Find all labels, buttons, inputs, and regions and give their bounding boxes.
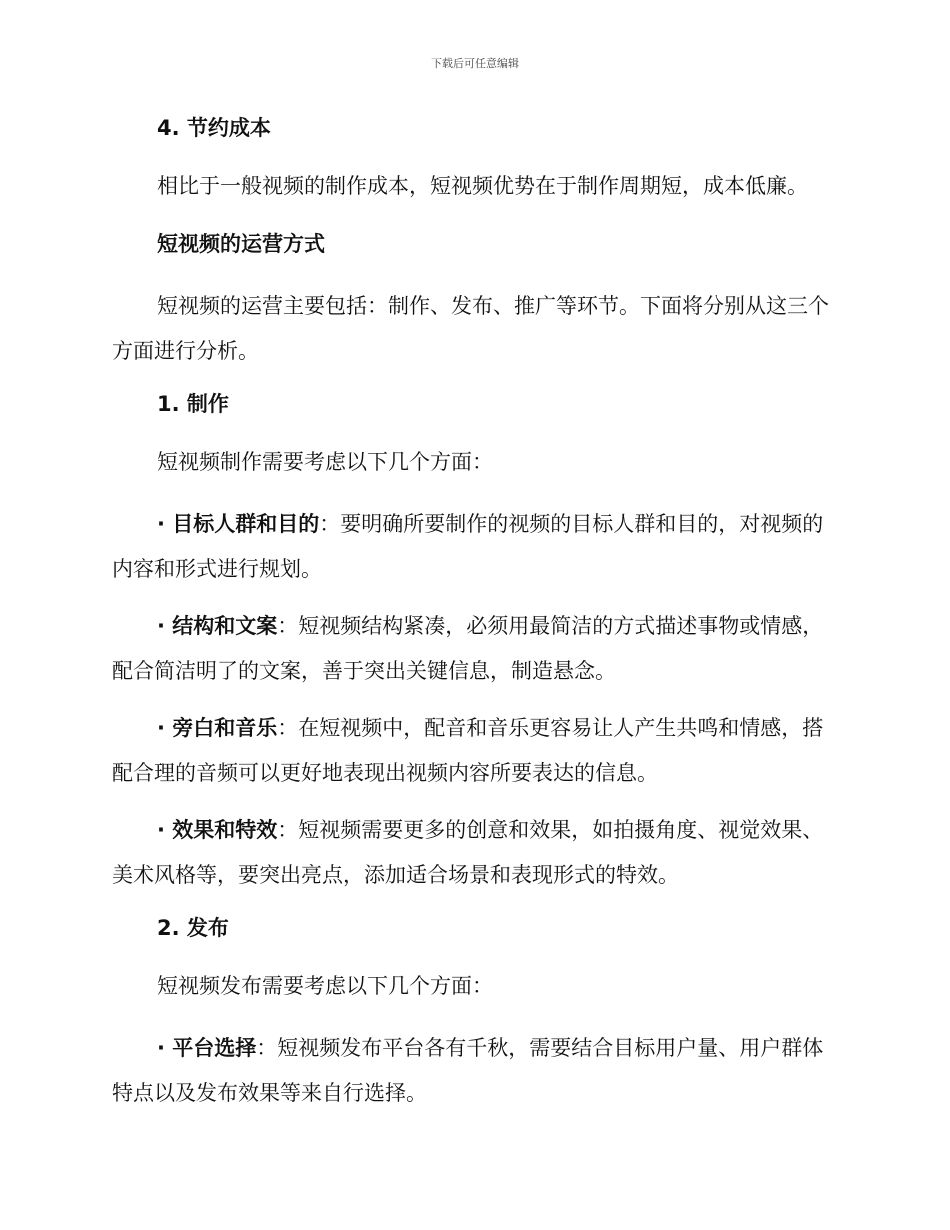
bullet-text: ：在短视频中，配音和音乐更容易让人产生共鸣和情感，搭配合理的音频可以更好地表现出视频内容所要表达的信息。 [112,716,824,785]
paragraph-publish-intro: 短视频发布需要考虑以下几个方面： [157,974,493,998]
bullet-target-audience [112,502,836,592]
paragraph-save-cost: 相比于一般视频的制作成本，短视频优势在于制作周期短，成本低廉。 [157,174,808,198]
bullet-text: ：要明确所要制作的视频的目标人群和目的，对视频的内容和形式进行规划。 [112,512,824,581]
bullet-structure-copy [112,604,836,694]
bullet-platform-choice [112,1026,836,1116]
paragraph-production-intro: 短视频制作需要考虑以下几个方面： [157,450,493,474]
paragraph-operation-methods: 短视频的运营主要包括：制作、发布、推广等环节。下面将分别从这三个方面进行分析。 [112,294,829,363]
bullet-title: · 效果和特效 [157,818,278,842]
page-header: 下载后可任意编辑 [431,57,519,70]
bullet-title: · 旁白和音乐 [157,716,278,740]
heading-save-cost: 4. 节约成本 [157,116,271,140]
heading-publish: 2. 发布 [157,916,229,940]
bullet-text: ：短视频结构紧凑，必须用最简洁的方式描述事物或情感，配合简洁明了的文案，善于突出关键信息，制造悬念。 [112,614,824,683]
bullet-narration-music [112,706,836,796]
bullet-title: · 平台选择 [157,1036,257,1060]
heading-production: 1. 制作 [157,392,229,416]
bullet-title: · 目标人群和目的 [157,512,320,536]
bullet-effects [112,808,836,898]
heading-operation-methods: 短视频的运营方式 [157,232,325,256]
document-body [112,110,836,1128]
bullet-text: ：短视频需要更多的创意和效果，如拍摄角度、视觉效果、美术风格等，要突出亮点，添加适合场景和表现形式的特效。 [112,818,824,887]
bullet-text: ：短视频发布平台各有千秋，需要结合目标用户量、用户群体特点以及发布效果等来自行选择。 [112,1036,824,1105]
bullet-title: · 结构和文案 [157,614,278,638]
